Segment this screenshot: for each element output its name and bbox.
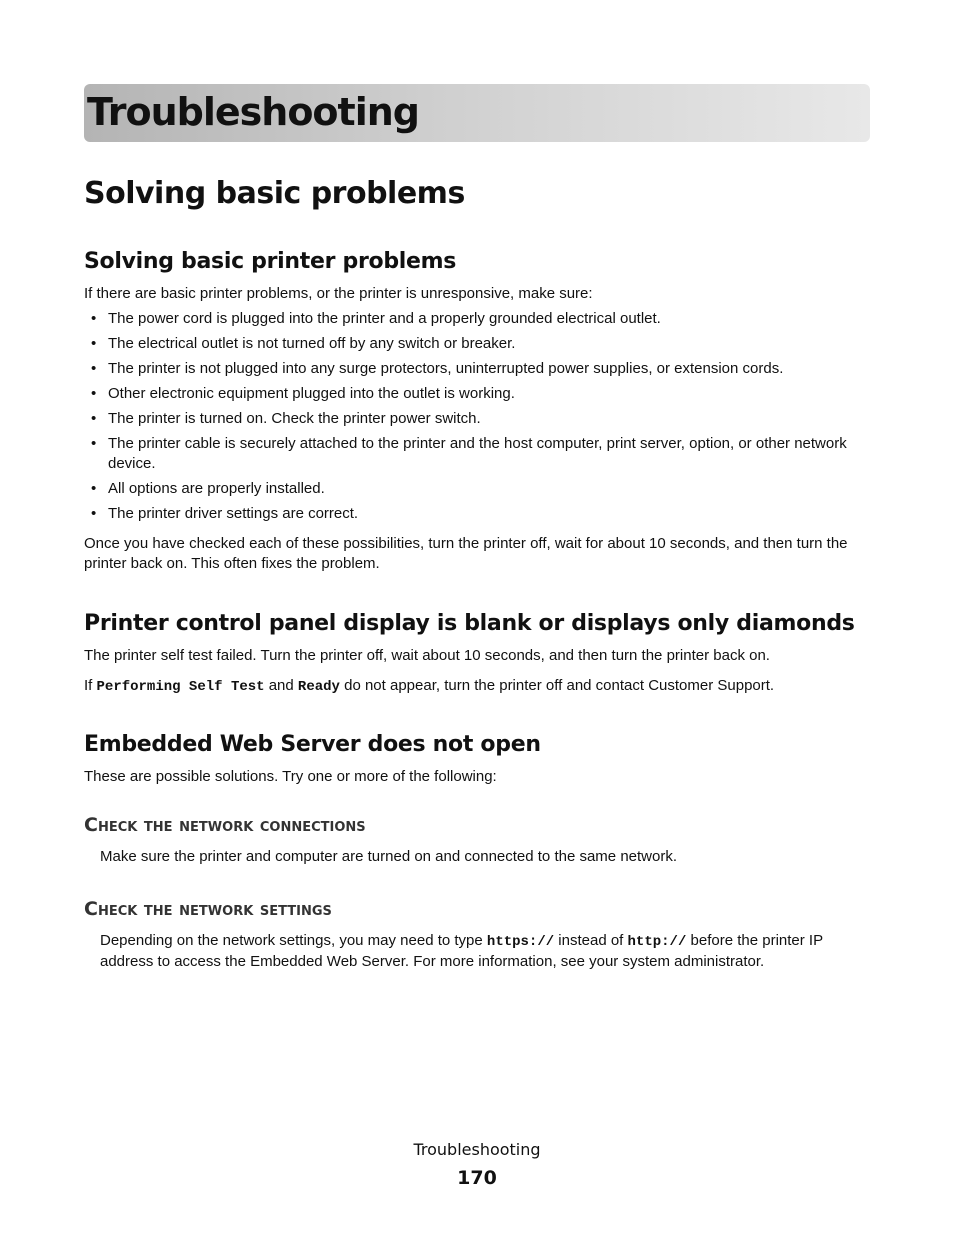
solution-title-network-connections: Check the network connections <box>84 814 366 836</box>
list-item: • The printer driver settings are correct. <box>84 504 870 524</box>
paragraph-intro: If there are basic printer problems, or the printer is unresponsive, make sure: <box>84 285 593 302</box>
code-http: http:// <box>627 934 687 950</box>
paragraph-contact-support: If Performing Self Test and Ready do not appear, turn the printer off and contact Customer Support. <box>84 677 775 695</box>
checklist <box>84 309 870 524</box>
list-item: • All options are properly installed. <box>84 479 870 499</box>
list-item: • The electrical outlet is not turned off by any switch or breaker. <box>84 334 870 354</box>
page-number: 170 <box>457 1167 497 1189</box>
list-item: • Other electronic equipment plugged into the outlet is working. <box>84 384 870 404</box>
list-item: • The power cord is plugged into the printer and a properly grounded electrical outlet. <box>84 309 870 329</box>
list-item: • The printer is not plugged into any surge protectors, uninterrupted power supplies, or extension cords. <box>84 359 870 379</box>
solution-text-network-connections: Make sure the printer and computer are turned on and connected to the same network. <box>100 848 678 865</box>
chapter-banner <box>84 84 870 142</box>
list-item: • The printer cable is securely attached to the printer and the host computer, print server, option, or other network device. <box>84 434 870 474</box>
paragraph-possible-solutions: These are possible solutions. Try one or more of the following: <box>84 768 497 785</box>
subsection-title-display-blank: Printer control panel display is blank or displays only diamonds <box>84 611 855 636</box>
list-item: • The printer is turned on. Check the printer power switch. <box>84 409 870 429</box>
code-ready: Ready <box>297 679 340 695</box>
page-content <box>84 174 870 972</box>
solution-title-network-settings: Check the network settings <box>84 898 332 920</box>
subsection-title-basic-printer-problems: Solving basic printer problems <box>84 249 457 274</box>
paragraph-self-test: The printer self test failed. Turn the printer off, wait about 10 seconds, and then turn the printer back on. <box>84 647 770 664</box>
footer-label: Troubleshooting <box>413 1140 541 1159</box>
solution-text-network-settings: Depending on the network settings, you may need to type https:// instead of http:// before the printer IP address to access the Embedded Web Server. For more information, see your system administrator. <box>100 932 823 970</box>
code-https: https:// <box>486 934 555 950</box>
paragraph-outro: Once you have checked each of these possibilities, turn the printer off, wait for about 10 seconds, and then turn the printer back on. This often fixes the problem. <box>84 535 848 572</box>
section-title: Solving basic problems <box>84 176 465 211</box>
subsection-title-embedded-web-server: Embedded Web Server does not open <box>84 732 541 757</box>
chapter-title: Troubleshooting <box>87 90 419 134</box>
code-performing-self-test: Performing Self Test <box>96 679 265 695</box>
